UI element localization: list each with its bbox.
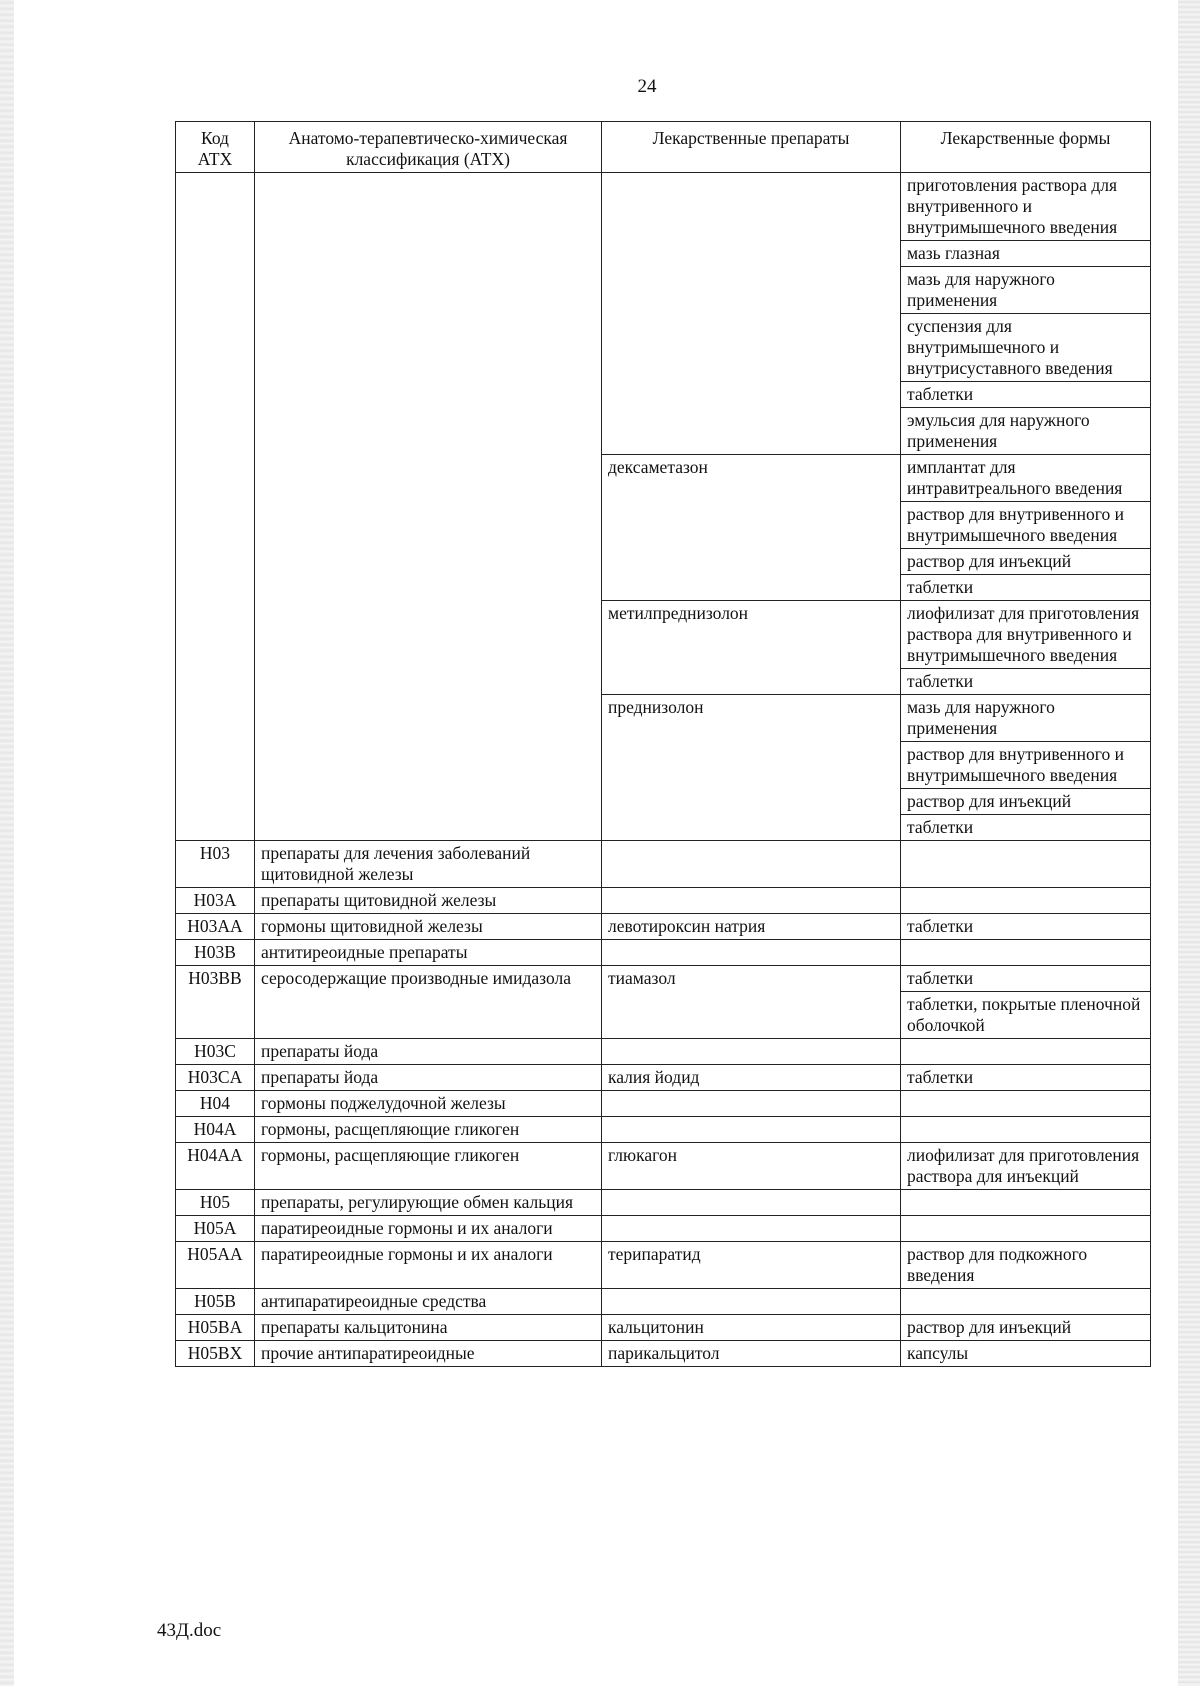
table-row [176,1039,1151,1065]
table-row [176,1315,1151,1341]
form-cell: таблетки [901,914,1151,940]
form-cell: таблетки [901,815,1151,841]
drug-cell [602,1289,901,1315]
code-cell: H04AA [176,1143,255,1190]
code-cell: H03 [176,841,255,888]
code-cell: H03BB [176,966,255,1039]
table-row [176,1117,1151,1143]
code-cell: H03A [176,888,255,914]
code-cell: H05 [176,1190,255,1216]
form-cell [901,940,1151,966]
form-cell: таблетки [901,669,1151,695]
code-cell: H05B [176,1289,255,1315]
drug-cell [602,173,901,455]
form-cell: таблетки [901,966,1151,992]
classification-cell: паратиреоидные гормоны и их аналоги [255,1242,602,1289]
table-row [176,888,1151,914]
table-row [176,1216,1151,1242]
scan-edge-left [0,0,14,1686]
code-cell: H03AA [176,914,255,940]
form-cell [901,1216,1151,1242]
form-cell: таблетки [901,575,1151,601]
form-cell [901,1091,1151,1117]
drug-cell: кальцитонин [602,1315,901,1341]
form-cell [901,1039,1151,1065]
table-row [176,1242,1151,1289]
classification-cell: антитиреоидные препараты [255,940,602,966]
form-cell: капсулы [901,1341,1151,1367]
classification-cell: препараты йода [255,1065,602,1091]
classification-cell: паратиреоидные гормоны и их аналоги [255,1216,602,1242]
code-cell: H04 [176,1091,255,1117]
code-cell: H05BX [176,1341,255,1367]
classification-cell: гормоны, расщепляющие гликоген [255,1143,602,1190]
table-row [176,1190,1151,1216]
form-cell [901,1117,1151,1143]
atx-table [175,121,1151,1367]
drug-cell [602,1091,901,1117]
drug-cell [602,1039,901,1065]
drug-cell [602,888,901,914]
classification-cell: препараты щитовидной железы [255,888,602,914]
classification-cell: гормоны, расщепляющие гликоген [255,1117,602,1143]
form-cell: приготовления раствора для внутривенного и внутримышечного введения [901,173,1151,241]
form-cell: раствор для внутривенного и внутримышечного введения [901,502,1151,549]
form-cell [901,1190,1151,1216]
form-cell: эмульсия для наружного применения [901,408,1151,455]
classification-cell: прочие антипаратиреоидные [255,1341,602,1367]
table-row [176,1091,1151,1117]
code-cell [176,173,255,841]
form-cell: мазь для наружного применения [901,267,1151,314]
table-row [176,966,1151,992]
drug-cell: терипаратид [602,1242,901,1289]
table-row [176,173,1151,241]
drug-cell: тиамазол [602,966,901,1039]
drug-cell: левотироксин натрия [602,914,901,940]
drug-cell [602,841,901,888]
table-row [176,1065,1151,1091]
drug-cell [602,1117,901,1143]
header-classification: Анатомо-терапевтическо-химическая классификация (АТХ) [255,122,602,173]
drug-cell: глюкагон [602,1143,901,1190]
document-filename: 43Д.doc [157,1620,222,1641]
form-cell: мазь для наружного применения [901,695,1151,742]
scan-edge-right [1178,0,1200,1686]
page-number: 24 [637,76,657,97]
drug-cell: преднизолон [602,695,901,841]
form-cell: лиофилизат для приготовления раствора для внутривенного и внутримышечного введения [901,601,1151,669]
drug-cell: дексаметазон [602,455,901,601]
header-code: Код АТХ [176,122,255,173]
table-row [176,1341,1151,1367]
form-cell: суспензия для внутримышечного и внутрисуставного введения [901,314,1151,382]
classification-cell: препараты кальцитонина [255,1315,602,1341]
form-cell [901,841,1151,888]
code-cell: H03CA [176,1065,255,1091]
code-cell: H05A [176,1216,255,1242]
code-cell: H03C [176,1039,255,1065]
drug-cell [602,1190,901,1216]
form-cell: раствор для подкожного введения [901,1242,1151,1289]
code-cell: H03B [176,940,255,966]
classification-cell: препараты, регулирующие обмен кальция [255,1190,602,1216]
table-row [176,1289,1151,1315]
code-cell: H04A [176,1117,255,1143]
form-cell: таблетки [901,382,1151,408]
form-cell: раствор для инъекций [901,549,1151,575]
table-row [176,1143,1151,1190]
form-cell [901,1289,1151,1315]
form-cell: лиофилизат для приготовления раствора для инъекций [901,1143,1151,1190]
table-header-row [176,122,1151,173]
form-cell: мазь глазная [901,241,1151,267]
header-drugs: Лекарственные препараты [602,122,901,173]
form-cell: имплантат для интравитреального введения [901,455,1151,502]
classification-cell: гормоны поджелудочной железы [255,1091,602,1117]
classification-cell: серосодержащие производные имидазола [255,966,602,1039]
classification-cell: препараты для лечения заболеваний щитовидной железы [255,841,602,888]
drug-cell: парикальцитол [602,1341,901,1367]
form-cell: таблетки [901,1065,1151,1091]
code-cell: H05AA [176,1242,255,1289]
form-cell: таблетки, покрытые пленочной оболочкой [901,992,1151,1039]
header-forms: Лекарственные формы [901,122,1151,173]
table-row [176,940,1151,966]
classification-cell: препараты йода [255,1039,602,1065]
form-cell [901,888,1151,914]
code-cell: H05BA [176,1315,255,1341]
form-cell: раствор для внутривенного и внутримышечного введения [901,742,1151,789]
drug-cell [602,1216,901,1242]
table-row [176,914,1151,940]
drug-cell: метилпреднизолон [602,601,901,695]
classification-cell: гормоны щитовидной железы [255,914,602,940]
form-cell: раствор для инъекций [901,789,1151,815]
form-cell: раствор для инъекций [901,1315,1151,1341]
drug-cell [602,940,901,966]
table-row [176,841,1151,888]
classification-cell: антипаратиреоидные средства [255,1289,602,1315]
classification-cell [255,173,602,841]
drug-cell: калия йодид [602,1065,901,1091]
